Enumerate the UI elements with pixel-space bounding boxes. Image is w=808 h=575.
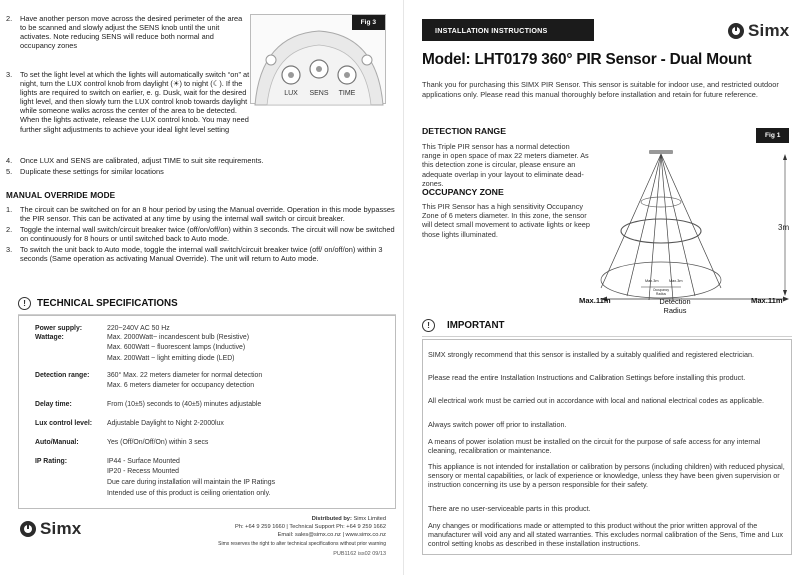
near-range-ellipse: [641, 197, 681, 207]
footer-contact: Distributed by: Simx Limited Ph: +64 9 259 1660 | Technical Support Ph: +64 9 259 1662 Email: sales@simx.co.nz | www.simx.co.nz Simx reserves the right to alter technical specifications without prior warning: [218, 516, 386, 547]
inner-left-label: Max.3m: [645, 279, 659, 283]
tech-specs-title: TECHNICAL SPECIFICATIONS: [37, 298, 178, 309]
calibration-list: [6, 14, 246, 52]
list-item: 5. Duplicate these settings for similar locations: [6, 166, 164, 176]
simx-logo: Simx: [20, 519, 81, 539]
list-item: 2. Toggle the internal wall switch/circuit breaker twice (off/on/off/on) within 3 seconds. The circuit will now be switched on continuously for 8 hours or until switched back to Auto mode.: [6, 224, 395, 243]
sens-label: SENS: [309, 90, 329, 97]
radius-label: Radius: [663, 306, 687, 315]
mid-range-ellipse: [621, 219, 701, 243]
detection-label: Detection: [659, 297, 691, 306]
publication-code: PUB1162 iss02 09/13: [333, 551, 386, 557]
list-item: 2. Have another person move across the desired perimeter of the area to be scanned and slowly adjust the SENS knob until the unit activates. Note reducing SENS will reduce both normal and occupancy zones: [6, 14, 243, 51]
important-p5: A means of power isolation must be installed on the circuit for the purpose of safe access for any internal cleaning, recalibration or maintenance.: [428, 437, 761, 456]
important-title: IMPORTANT: [447, 320, 505, 331]
divider: [422, 336, 792, 337]
important-p3: All electrical work must be carried out in accordance with local and national electrical codes as applicable.: [428, 396, 764, 405]
list-item: 3. To switch the unit back to Auto mode, toggle the internal wall switch/circuit breaker twice (off/ on/off/on) within 3 seconds (Same operation as activating Manual Override). The unit will return to Auto mode.: [6, 244, 383, 263]
manual-override-title: MANUAL OVERRIDE MODE: [6, 191, 116, 200]
inner-right-label: Max.3m: [669, 279, 683, 283]
right-page: [404, 0, 808, 575]
warning-icon: !: [18, 297, 31, 310]
lux-label: LUX: [284, 90, 298, 97]
warning-icon: !: [422, 319, 435, 332]
important-p2: Please read the entire Installation Instructions and Calibration Settings before installing this product.: [428, 373, 746, 382]
important-p4: Always switch power off prior to installation.: [428, 420, 567, 429]
model-title: Model: LHT0179 360° PIR Sensor - Dual Mount: [422, 51, 752, 68]
left-range-label: Max.11m: [579, 296, 611, 305]
simx-logo-icon: [20, 521, 36, 537]
height-label: 3m: [778, 223, 790, 232]
occupancy-label: Occupancy: [653, 288, 669, 292]
sensor-unit: [649, 150, 673, 154]
calibration-list-end: [6, 156, 396, 177]
occupancy-radius-label: Radius: [656, 292, 666, 296]
occupancy-zone-text: This PIR Sensor has a high sensitivity Occupancy Zone of 6 meters diameter. In this zone, the sensor will detect small movement to activate lights or keep those lights illuminated.: [422, 202, 590, 239]
important-p6: This appliance is not intended for installation or calibration by persons (including children) with reduced physical, sensory or mental capabilities, or lack of experience or knowledge, unless they have been given supervision or instruction concerning its use by a person responsible for their safety.: [428, 462, 785, 490]
tech-specs-header: [18, 297, 178, 310]
detection-range-text: This Triple PIR sensor has a normal detection range in open space of max 22 meters diameter. As this detection zone is circular, please ensure an adequate overlap in your layout to eliminate dead-zones.: [422, 142, 589, 188]
installation-banner: INSTALLATION INSTRUCTIONS: [422, 19, 594, 41]
list-item: 1. The circuit can be switched on for an 8 hour period by using the Manual override. Operation in this mode bypasses the PIR sensor. This can be activated at any time by using the internal wall switch or circuit breaker.: [6, 205, 395, 224]
fig3-knob-panel: [250, 14, 386, 104]
list-item: 3. To set the light level at which the lights will automatically switch “on” at night, turn the LUX control knob from daylight (☀) to night (☾). If the lights are required to switch on earlier, e. g. Dusk, wait for the desired light level, and then slowly turn the LUX control knob towards daylight while someone walks across the center of the area to be detected. When the lights activate, release the LUX control knob. You may need further slight adjustments to achieve your ideal light level setting: [6, 70, 250, 134]
simx-logo-header: Simx: [728, 21, 789, 41]
fig3-tab: Fig 3: [352, 15, 385, 30]
list-item: 4. Once LUX and SENS are calibrated, adjust TIME to suit site requirements.: [6, 156, 264, 165]
simx-logo-icon: [728, 23, 744, 39]
important-p7: There are no user-serviceable parts in this product.: [428, 504, 591, 513]
time-label: TIME: [338, 90, 356, 97]
intro-text: Thank you for purchasing this SIMX PIR Sensor. This sensor is suitable for indoor use, and restricted outdoor applications only. Please read this manual thoroughly before installation and retain for future reference.: [422, 80, 779, 99]
important-p1: SIMX strongly recommend that this sensor is installed by a suitably qualified and registered electrician.: [428, 350, 754, 359]
manual-override-list: [6, 205, 396, 264]
fig1-tab: Fig 1: [756, 128, 789, 143]
right-range-label: Max.11m: [751, 296, 783, 305]
occupancy-zone-title: OCCUPANCY ZONE: [422, 187, 504, 197]
tech-specs-box: Power supply: 220~240V AC 50 Hz Wattage: Max. 2000Watt~ incandescent bulb (Resistive) Max. 600Watt ~ fluorescent lamps (Inductive) Max. 200Watt ~ light emitting diode (LED) Detection range: 360° Max. 22 meters diameter for normal detection Max. 6 meters diameter for occupancy detection Delay time: From (10±5) seconds to (40±5) minutes adjustable Lux control level: Adjustable Daylight to Night 2-2000lux Auto/Manual: Yes (Off/On/Off/On) within 3 secs IP Rating: IP44 - Surface Mounted IP20 - Recess Mounted Due care during installation will maintain the IP Ratings Intended use of this product is ceiling orientation only.: [18, 315, 396, 509]
fig1-detection-diagram: [579, 146, 797, 318]
detection-range-title: DETECTION RANGE: [422, 126, 506, 136]
important-header: [422, 319, 505, 332]
important-p8: Any changes or modifications made or attempted to this product without the prior written approval of the manufacturer will void any and all stated warranties. This excludes normal calibration of the Sens, Time and Lux control setting knobs as described in these installation instructions.: [428, 521, 784, 549]
